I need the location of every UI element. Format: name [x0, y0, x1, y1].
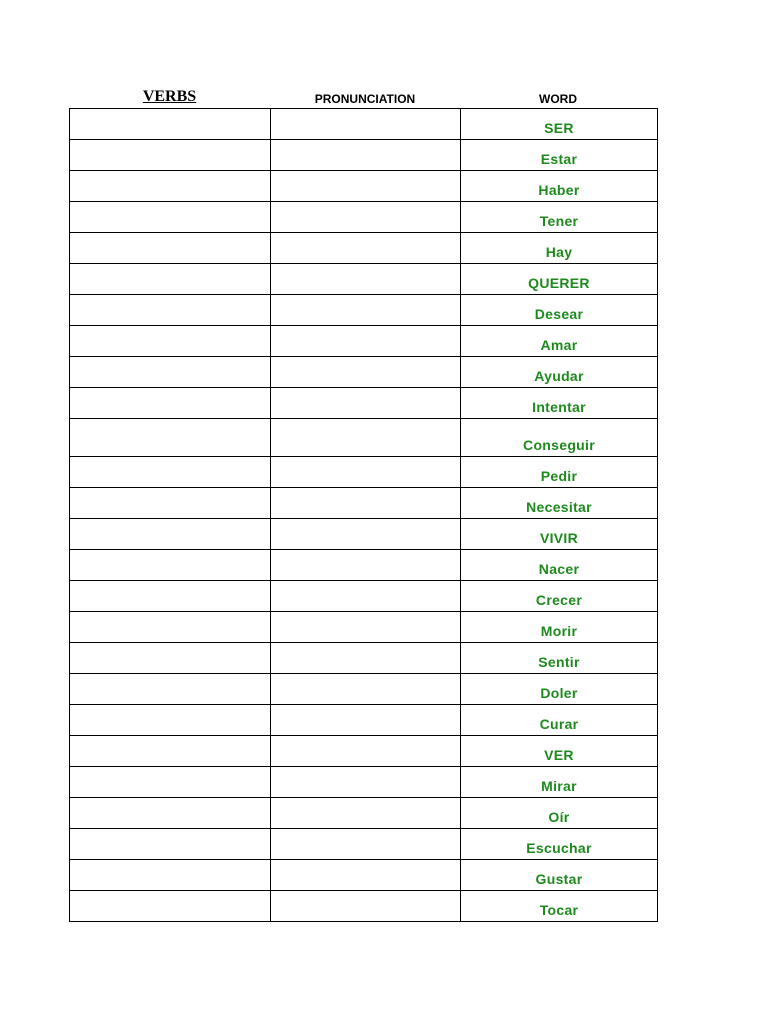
pronunciation-cell[interactable]: [271, 550, 461, 581]
pronunciation-cell[interactable]: [271, 736, 461, 767]
pronunciation-cell[interactable]: [271, 767, 461, 798]
word-text: Morir: [540, 623, 578, 639]
word-cell: [461, 798, 658, 829]
pronunciation-cell[interactable]: [271, 829, 461, 860]
table-row: [70, 891, 658, 922]
word-text: Sentir: [538, 654, 580, 670]
verb-cell[interactable]: [70, 264, 271, 295]
word-text: Desear: [534, 306, 584, 322]
header-verbs: VERBS: [142, 88, 197, 105]
pronunciation-cell[interactable]: [271, 140, 461, 171]
word-text: Amar: [540, 337, 578, 353]
pronunciation-cell[interactable]: [271, 488, 461, 519]
verb-cell[interactable]: [70, 612, 271, 643]
table-row: [70, 829, 658, 860]
pronunciation-cell[interactable]: [271, 581, 461, 612]
word-cell: [461, 643, 658, 674]
table-row: [70, 643, 658, 674]
vocabulary-table: [69, 108, 658, 922]
verb-cell[interactable]: [70, 488, 271, 519]
pronunciation-cell[interactable]: [271, 891, 461, 922]
word-cell: [461, 612, 658, 643]
pronunciation-cell[interactable]: [271, 109, 461, 140]
word-text: Doler: [540, 685, 578, 701]
verb-cell[interactable]: [70, 705, 271, 736]
pronunciation-cell[interactable]: [271, 357, 461, 388]
table-row: [70, 326, 658, 357]
verb-cell[interactable]: [70, 295, 271, 326]
verb-cell[interactable]: [70, 643, 271, 674]
pronunciation-cell[interactable]: [271, 171, 461, 202]
word-cell: [461, 140, 658, 171]
table-row: [70, 457, 658, 488]
pronunciation-cell[interactable]: [271, 612, 461, 643]
verb-cell[interactable]: [70, 829, 271, 860]
word-text: Nacer: [538, 561, 580, 577]
header-word: WORD: [539, 92, 577, 106]
verb-cell[interactable]: [70, 767, 271, 798]
table-row: [70, 798, 658, 829]
table-row: [70, 519, 658, 550]
word-text: VER: [544, 747, 574, 763]
pronunciation-cell[interactable]: [271, 674, 461, 705]
verb-cell[interactable]: [70, 171, 271, 202]
verb-cell[interactable]: [70, 109, 271, 140]
table-row: [70, 202, 658, 233]
word-text: Hay: [545, 244, 573, 260]
pronunciation-cell[interactable]: [271, 860, 461, 891]
verb-cell[interactable]: [70, 202, 271, 233]
header-pronunciation: PRONUNCIATION: [314, 92, 416, 106]
word-cell: [461, 419, 658, 457]
word-cell: [461, 202, 658, 233]
word-text: Tocar: [539, 902, 579, 918]
word-text: Estar: [540, 151, 578, 167]
word-cell: [461, 705, 658, 736]
table-row: [70, 581, 658, 612]
verb-cell[interactable]: [70, 233, 271, 264]
table-row: [70, 419, 658, 457]
column-headers: [69, 86, 658, 108]
verb-cell[interactable]: [70, 798, 271, 829]
verb-cell[interactable]: [70, 891, 271, 922]
pronunciation-cell[interactable]: [271, 264, 461, 295]
pronunciation-cell[interactable]: [271, 233, 461, 264]
table-row: [70, 767, 658, 798]
verb-cell[interactable]: [70, 326, 271, 357]
table-row: [70, 550, 658, 581]
word-cell: [461, 457, 658, 488]
pronunciation-cell[interactable]: [271, 519, 461, 550]
table-row: [70, 736, 658, 767]
pronunciation-cell[interactable]: [271, 643, 461, 674]
word-text: Oír: [548, 809, 570, 825]
table-row: [70, 705, 658, 736]
table-row: [70, 233, 658, 264]
verb-cell[interactable]: [70, 388, 271, 419]
word-cell: [461, 109, 658, 140]
word-text: Gustar: [535, 871, 583, 887]
word-text: SER: [544, 120, 574, 136]
verb-cell[interactable]: [70, 140, 271, 171]
table-row: [70, 295, 658, 326]
word-cell: [461, 171, 658, 202]
verb-cell[interactable]: [70, 519, 271, 550]
word-text: QUERER: [528, 275, 590, 291]
word-cell: [461, 829, 658, 860]
table-row: [70, 109, 658, 140]
pronunciation-cell[interactable]: [271, 388, 461, 419]
word-cell: [461, 891, 658, 922]
word-cell: [461, 264, 658, 295]
word-cell: [461, 736, 658, 767]
word-text: Pedir: [540, 468, 578, 484]
table-row: [70, 388, 658, 419]
verb-cell[interactable]: [70, 581, 271, 612]
word-text: Intentar: [532, 399, 586, 415]
word-cell: [461, 581, 658, 612]
pronunciation-cell[interactable]: [271, 295, 461, 326]
verb-cell[interactable]: [70, 736, 271, 767]
word-text: VIVIR: [539, 530, 579, 546]
word-cell: [461, 860, 658, 891]
pronunciation-cell[interactable]: [271, 457, 461, 488]
word-cell: [461, 519, 658, 550]
word-cell: [461, 767, 658, 798]
table-row: [70, 140, 658, 171]
word-cell: [461, 295, 658, 326]
pronunciation-cell[interactable]: [271, 705, 461, 736]
table-row: [70, 357, 658, 388]
verb-cell[interactable]: [70, 550, 271, 581]
verb-cell[interactable]: [70, 674, 271, 705]
word-cell: [461, 388, 658, 419]
word-cell: [461, 326, 658, 357]
pronunciation-cell[interactable]: [271, 419, 461, 457]
pronunciation-cell[interactable]: [271, 326, 461, 357]
table-row: [70, 171, 658, 202]
word-text: Curar: [539, 716, 579, 732]
vocabulary-table-body: [70, 109, 658, 922]
table-row: [70, 264, 658, 295]
verb-cell[interactable]: [70, 419, 271, 457]
pronunciation-cell[interactable]: [271, 798, 461, 829]
word-text: Tener: [539, 213, 579, 229]
word-text: Mirar: [541, 778, 577, 794]
verb-cell[interactable]: [70, 357, 271, 388]
table-row: [70, 674, 658, 705]
word-cell: [461, 550, 658, 581]
word-cell: [461, 233, 658, 264]
word-text: Crecer: [535, 592, 583, 608]
word-text: Escuchar: [526, 840, 592, 856]
verb-cell[interactable]: [70, 860, 271, 891]
table-row: [70, 612, 658, 643]
verb-cell[interactable]: [70, 457, 271, 488]
word-text: Conseguir: [523, 437, 595, 453]
pronunciation-cell[interactable]: [271, 202, 461, 233]
word-text: Haber: [538, 182, 580, 198]
word-text: Necesitar: [526, 499, 592, 515]
word-text: Ayudar: [534, 368, 584, 384]
word-cell: [461, 674, 658, 705]
table-row: [70, 488, 658, 519]
word-cell: [461, 357, 658, 388]
table-row: [70, 860, 658, 891]
word-cell: [461, 488, 658, 519]
